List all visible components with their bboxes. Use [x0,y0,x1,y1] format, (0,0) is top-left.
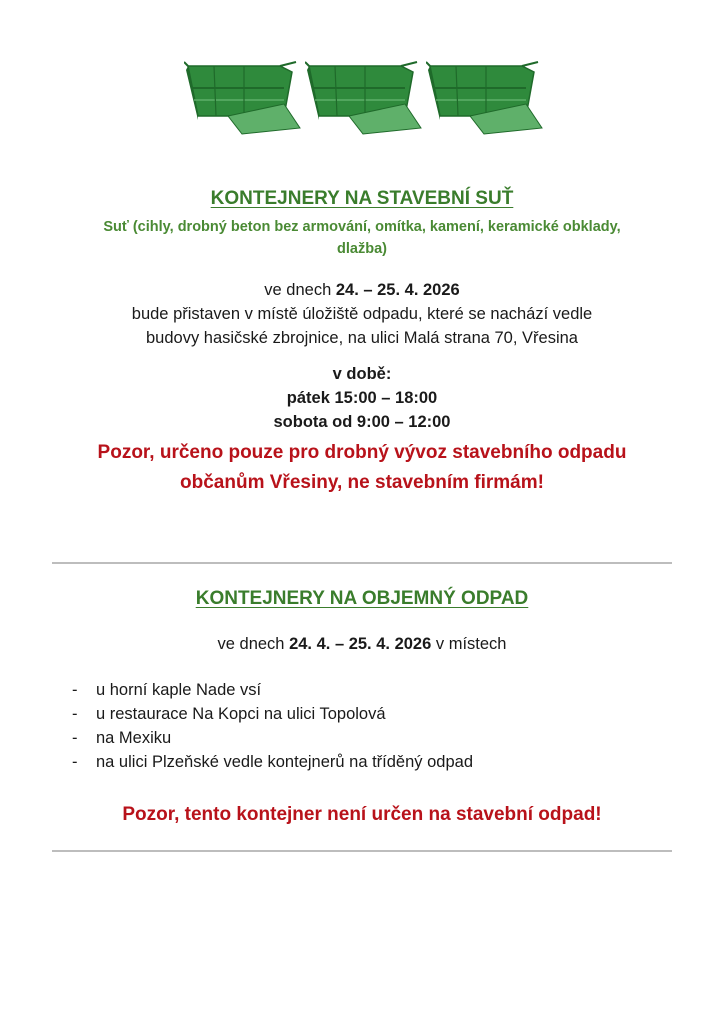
dates-value: 24. 4. – 25. 4. 2026 [289,635,432,653]
time-friday: pátek 15:00 – 18:00 [286,389,438,407]
list-item: - na ulici Plzeňské vedle kontejnerů na tříděný odpad [72,753,473,771]
dates-prefix: ve dnech [217,635,290,653]
divider [52,850,672,852]
section1-title: KONTEJNERY NA STAVEBNÍ SUŤ [210,188,514,209]
construction-waste-section [40,186,684,498]
subtitle-line-2: dlažba) [337,241,387,257]
list-item: - u horní kaple Nade vsí [72,681,262,699]
time-saturday: sobota od 9:00 – 12:00 [273,413,451,431]
skip-container-icon [305,58,423,136]
section1-subtitle [40,216,684,260]
skip-container-icon [426,58,544,136]
divider [52,562,672,564]
section1-location [40,302,684,350]
list-item: - na Mexiku [72,729,172,747]
time-heading: v době: [332,365,392,383]
list-item: - u restaurace Na Kopci na ulici Topolová [72,705,386,723]
location-line-2: budovy hasičské zbrojnice, na ulici Malá strana 70, Vřesina [146,329,578,347]
location-line-1: bude přistaven v místě úložiště odpadu, které se nachází vedle [131,305,593,323]
skip-container-icon [184,58,302,136]
places-list [72,678,672,774]
section1-times [40,362,684,434]
warning-line-1: Pozor, určeno pouze pro drobný vývoz stavebního odpadu [97,442,627,463]
dates-prefix: ve dnech [264,281,336,299]
section2-title: KONTEJNERY NA OBJEMNÝ ODPAD [195,588,529,609]
bulky-waste-section [40,586,684,656]
section1-dates [40,278,684,302]
container-images [184,58,544,138]
dates-suffix: v místech [431,635,507,653]
section1-warning [40,438,684,498]
subtitle-line-1: Suť (cihly, drobný beton bez armování, omítka, kamení, keramické obklady, [103,219,621,235]
section2-dates [40,632,684,656]
warning-line-2: občanům Vřesiny, ne stavebním firmám! [180,472,544,493]
section2-warning: Pozor, tento kontejner není určen na stavební odpad! [122,804,602,825]
dates-value: 24. – 25. 4. 2026 [335,281,460,299]
